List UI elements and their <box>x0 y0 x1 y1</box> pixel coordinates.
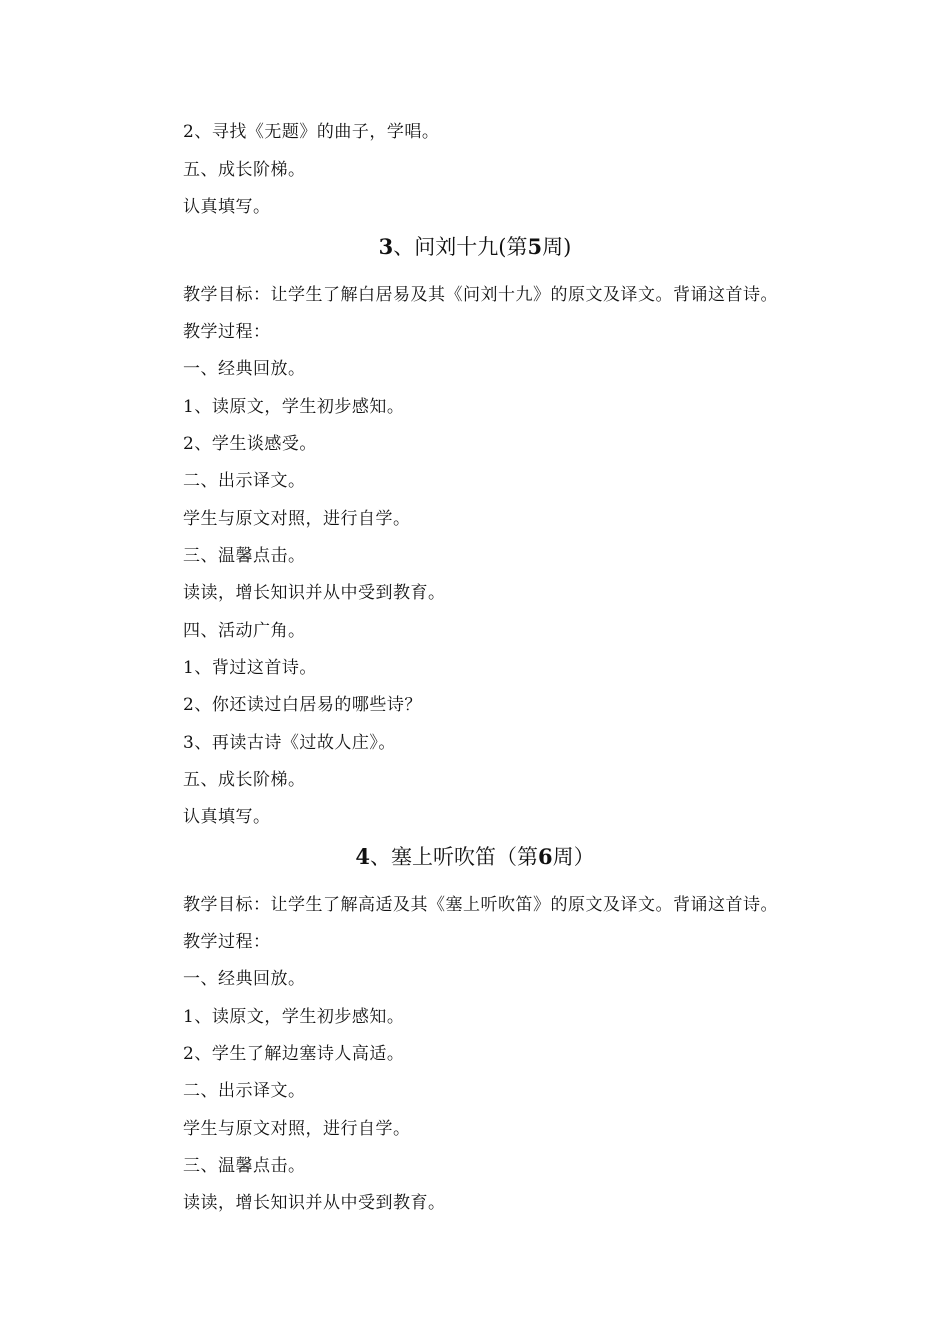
text-line: 教学目标：让学生了解白居易及其《问刘十九》的原文及译文。背诵这首诗。 <box>183 285 778 305</box>
section-4-week: 6 <box>538 844 553 869</box>
section-4-title: 、塞上听吹笛（第 <box>370 845 538 869</box>
text-line: 教学过程： <box>183 322 271 342</box>
text-line: 五、成长阶梯。 <box>183 160 306 180</box>
text-line: 教学目标：让学生了解高适及其《塞上听吹笛》的原文及译文。背诵这首诗。 <box>183 895 778 915</box>
section-3-heading <box>0 233 950 261</box>
text-line: 1、背过这首诗。 <box>183 658 317 678</box>
section-4-heading <box>0 843 950 871</box>
text-line: 1、读原文，学生初步感知。 <box>183 1007 405 1027</box>
section-3-title: 、问刘十九(第 <box>393 235 528 259</box>
text-line: 读读，增长知识并从中受到教育。 <box>183 1193 446 1213</box>
text-line: 一、经典回放。 <box>183 969 306 989</box>
text-line: 3、再读古诗《过故人庄》。 <box>183 733 396 753</box>
text-line: 教学过程： <box>183 932 271 952</box>
text-line: 2、学生谈感受。 <box>183 434 317 454</box>
text-line: 2、寻找《无题》的曲子，学唱。 <box>183 122 440 142</box>
text-line: 五、成长阶梯。 <box>183 770 306 790</box>
text-line: 2、你还读过白居易的哪些诗？ <box>183 695 422 715</box>
text-line: 三、温馨点击。 <box>183 1156 306 1176</box>
text-line: 二、出示译文。 <box>183 471 306 491</box>
text-line: 一、经典回放。 <box>183 359 306 379</box>
text-line: 认真填写。 <box>183 807 271 827</box>
text-line: 学生与原文对照，进行自学。 <box>183 509 411 529</box>
section-4-title-end: 周） <box>552 845 595 869</box>
text-line: 三、温馨点击。 <box>183 546 306 566</box>
text-line: 二、出示译文。 <box>183 1081 306 1101</box>
text-line: 2、学生了解边塞诗人高适。 <box>183 1044 405 1064</box>
text-line: 读读，增长知识并从中受到教育。 <box>183 583 446 603</box>
section-3-number: 3 <box>378 234 394 259</box>
section-3-title-end: 周) <box>542 235 572 259</box>
section-3-week: 5 <box>527 234 543 259</box>
text-line: 1、读原文，学生初步感知。 <box>183 397 405 417</box>
text-line: 学生与原文对照，进行自学。 <box>183 1119 411 1139</box>
text-line: 认真填写。 <box>183 197 271 217</box>
section-4-number: 4 <box>355 844 370 869</box>
text-line: 四、活动广角。 <box>183 621 306 641</box>
